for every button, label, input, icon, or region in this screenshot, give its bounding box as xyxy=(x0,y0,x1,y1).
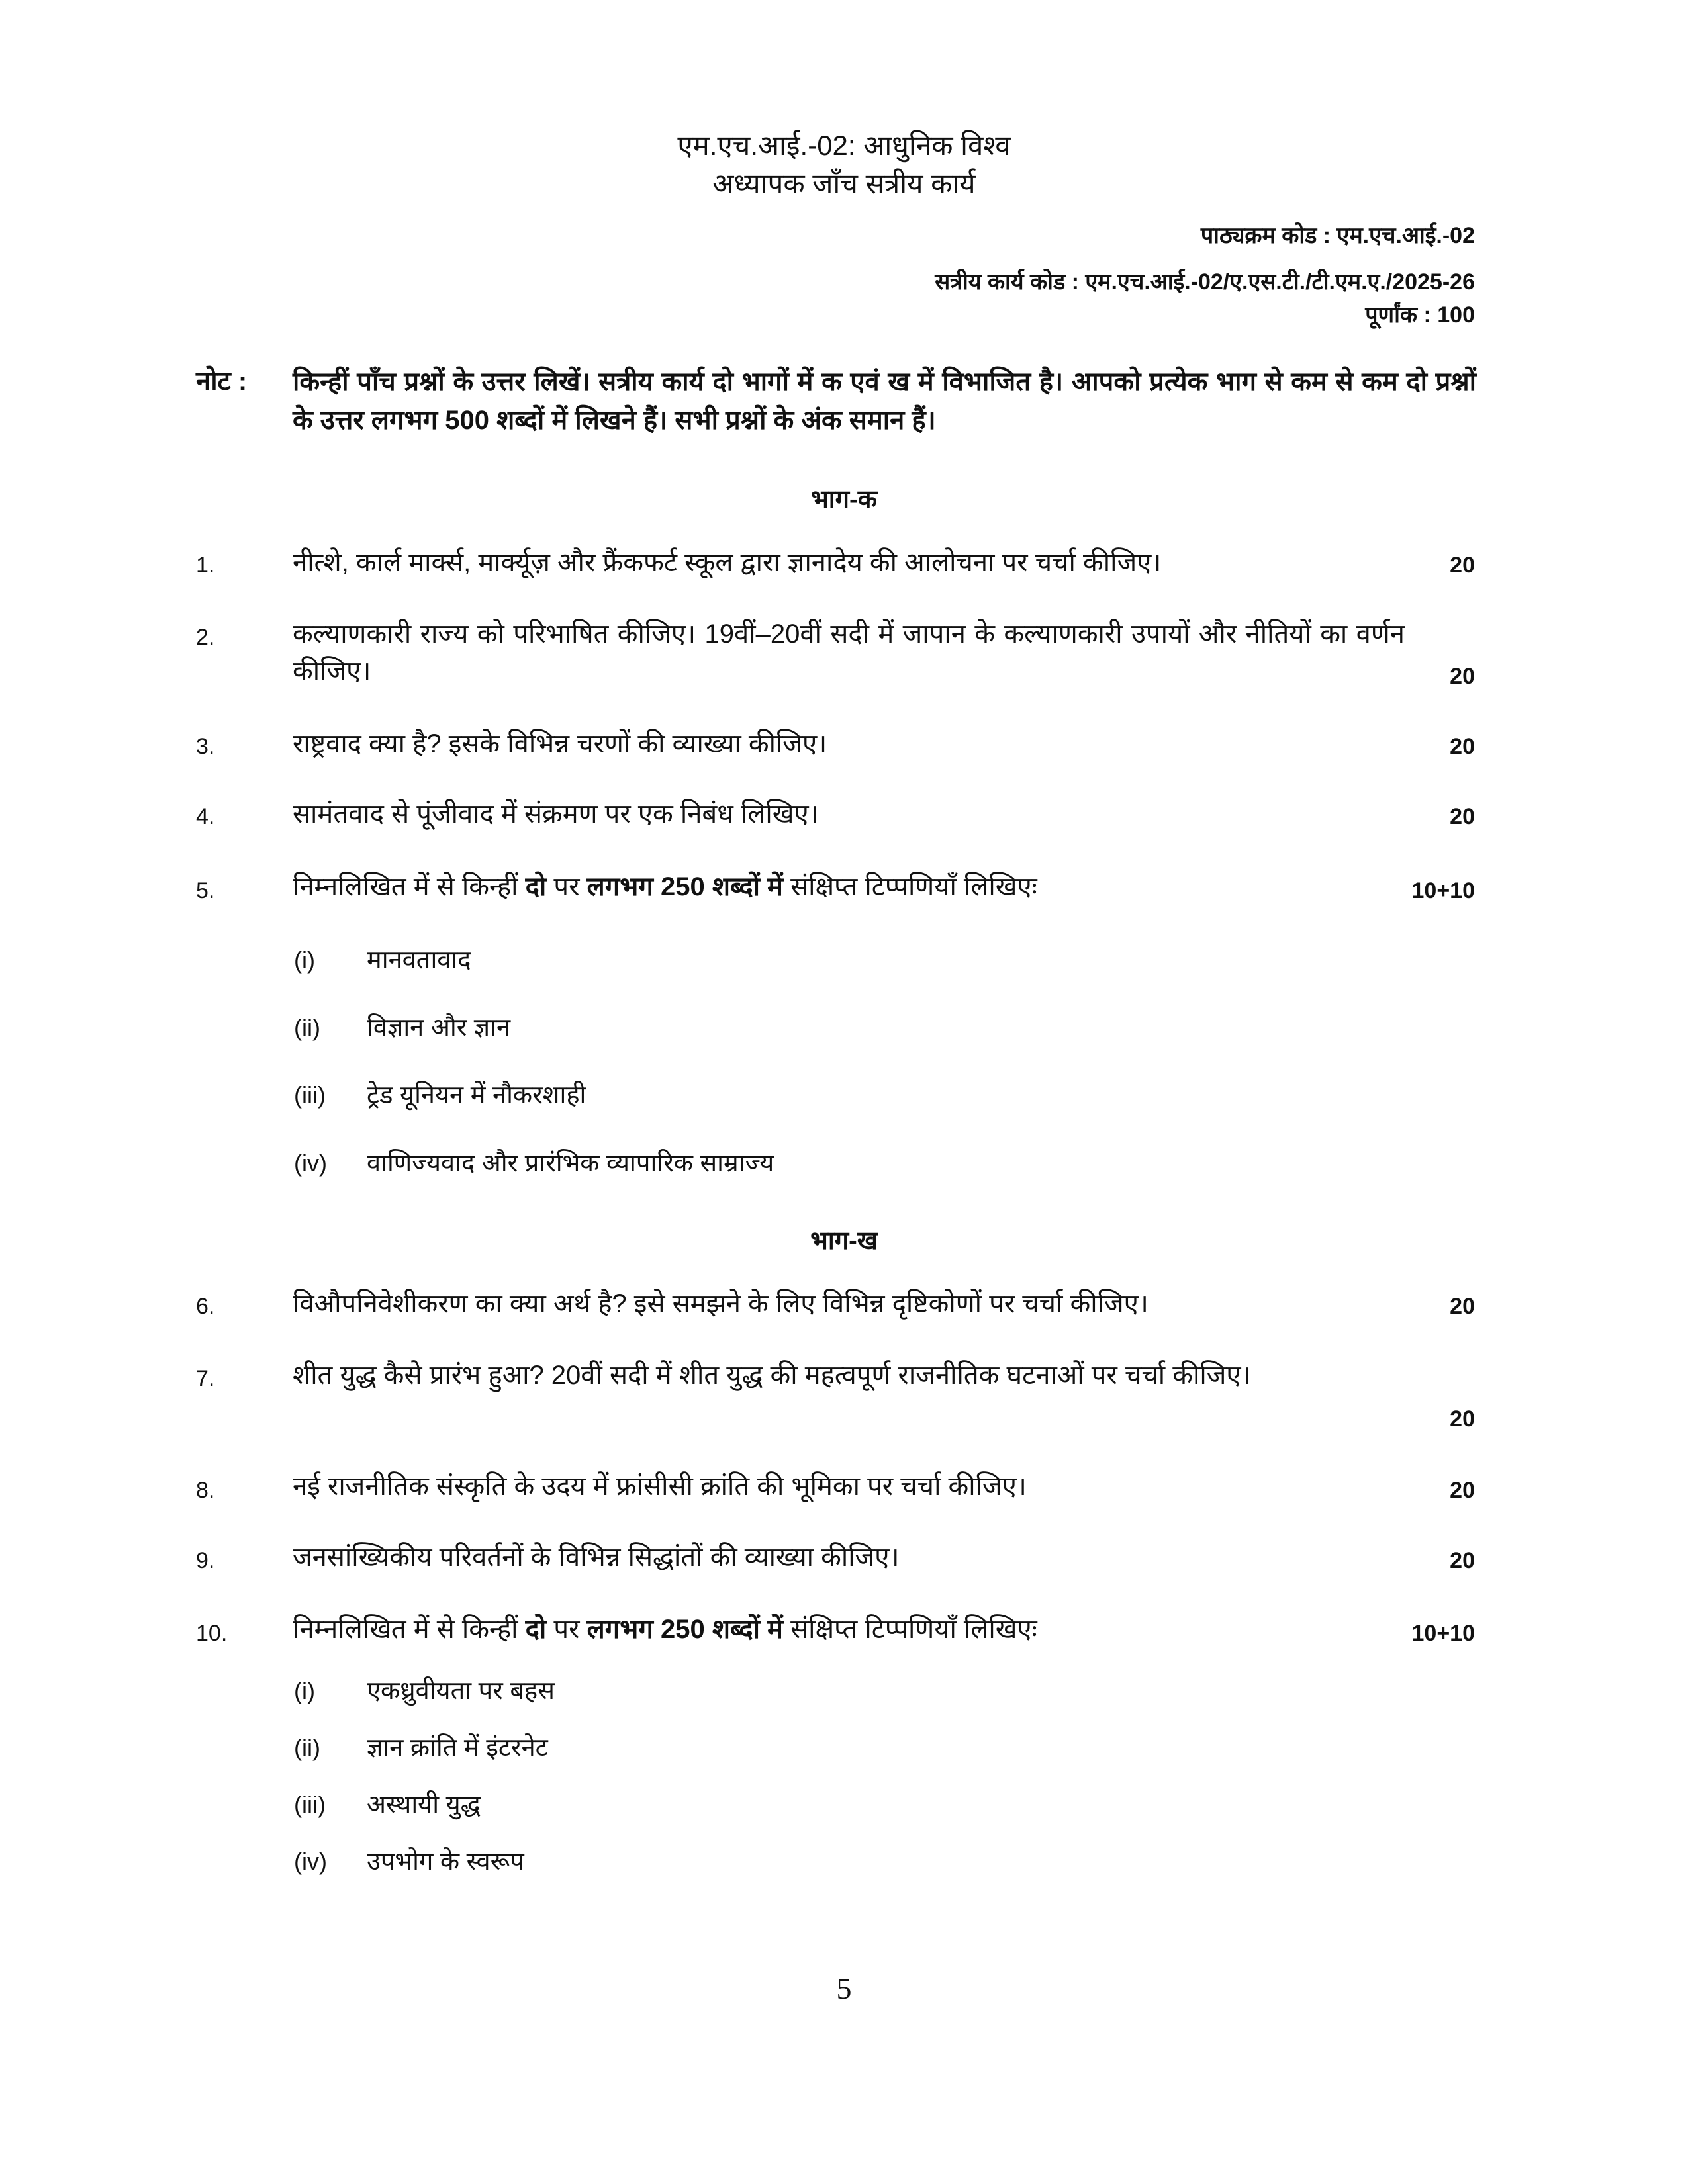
max-marks: पूर्णांक : 100 xyxy=(1365,302,1475,328)
page-number: 5 xyxy=(836,1972,852,2005)
question-marks: 20 xyxy=(1450,734,1475,759)
sub-item-number: (i) xyxy=(294,946,315,974)
question-text: जनसांख्यिकीय परिवर्तनों के विभिन्न सिद्धांतों की व्याख्या कीजिए। xyxy=(293,1543,900,1572)
question-text xyxy=(293,1611,1365,1648)
section-b-heading: भाग-ख xyxy=(810,1227,878,1255)
question-text-part: संक्षिप्त टिप्पणियाँ लिखिएः xyxy=(782,872,1037,901)
sub-item-number: (ii) xyxy=(294,1734,320,1761)
question-text: विऔपनिवेशीकरण का क्या अर्थ है? इसे समझने के लिए विभिन्न दृष्टिकोणों पर चर्चा कीजिए। xyxy=(293,1289,1149,1318)
sub-item-number: (ii) xyxy=(294,1014,320,1041)
question-marks: 20 xyxy=(1450,664,1475,689)
question-text-part: संक्षिप्त टिप्पणियाँ लिखिएः xyxy=(782,1615,1037,1644)
question-text-part: पर xyxy=(546,872,587,901)
sub-item-text: एकध्रुवीयता पर बहस xyxy=(367,1677,555,1705)
question-text-emphasis: दो xyxy=(525,872,547,901)
assignment-code: सत्रीय कार्य कोड : एम.एच.आई.-02/ए.एस.टी./टी.एम.ए./2025-26 xyxy=(935,269,1475,295)
question-number: 1. xyxy=(196,553,215,578)
sub-item-number: (iv) xyxy=(294,1150,327,1177)
sub-item-number: (iv) xyxy=(294,1848,327,1875)
question-text-emphasis: लगभग 250 शब्दों में xyxy=(586,872,783,901)
question-text xyxy=(293,868,1365,905)
question-text-part: निम्नलिखित में से किन्हीं xyxy=(293,1615,526,1644)
sub-item-text: विज्ञान और ज्ञान xyxy=(367,1014,511,1042)
question-number: 10. xyxy=(196,1621,228,1646)
question-text-part: पर xyxy=(546,1615,587,1644)
sub-item-number: (i) xyxy=(294,1677,315,1704)
course-code: पाठ्यक्रम कोड : एम.एच.आई.-02 xyxy=(1200,223,1475,248)
question-number: 2. xyxy=(196,625,215,650)
question-marks: 20 xyxy=(1450,804,1475,829)
question-text-emphasis: दो xyxy=(525,1615,547,1644)
document-title: एम.एच.आई.-02: आधुनिक विश्व xyxy=(677,130,1011,161)
question-number: 4. xyxy=(196,804,215,829)
question-text-emphasis: लगभग 250 शब्दों में xyxy=(586,1615,783,1644)
question-text: नई राजनीतिक संस्कृति के उदय में फ्रांसीसी क्रांति की भूमिका पर चर्चा कीजिए। xyxy=(293,1472,1027,1501)
question-number: 3. xyxy=(196,734,215,759)
document-subtitle: अध्यापक जाँच सत्रीय कार्य xyxy=(712,168,976,199)
sub-item-text: अस्थायी युद्ध xyxy=(367,1791,481,1819)
question-marks: 10+10 xyxy=(1411,1621,1475,1646)
sub-item-text: वाणिज्यवाद और प्रारंभिक व्यापारिक साम्राज्य xyxy=(367,1150,774,1177)
sub-item-text: ज्ञान क्रांति में इंटरनेट xyxy=(367,1734,548,1762)
question-number: 6. xyxy=(196,1294,215,1319)
note-text: किन्हीं पाँच प्रश्नों के उत्तर लिखें। सत्रीय कार्य दो भागों में क एवं ख में विभाजित है। आपको प्रत्येक भाग से कम से कम दो प्रश्नों के उत्तर लगभग 500 शब्दों में लिखने हैं। सभी प्रश्नों के अंक समान हैं। xyxy=(293,367,1476,435)
note-label: नोट : xyxy=(196,367,248,396)
question-text: राष्ट्रवाद क्या है? इसके विभिन्न चरणों की व्याख्या कीजिए। xyxy=(293,729,827,758)
question-number: 8. xyxy=(196,1478,215,1503)
sub-item-text: मानवतावाद xyxy=(367,946,471,974)
question-text: कल्याणकारी राज्य को परिभाषित कीजिए। 19वीं–20वीं सदी में जापान के कल्याणकारी उपायों और नीतियों का वर्णन कीजिए। xyxy=(293,619,1405,686)
sub-item-text: उपभोग के स्वरूप xyxy=(367,1848,524,1876)
question-text: शीत युद्ध कैसे प्रारंभ हुआ? 20वीं सदी में शीत युद्ध की महत्वपूर्ण राजनीतिक घटनाओं पर चर्चा कीजिए। xyxy=(293,1361,1251,1390)
section-a-heading: भाग-क xyxy=(811,486,877,514)
sub-item-number: (iii) xyxy=(294,1791,326,1818)
question-number: 5. xyxy=(196,878,215,903)
question-marks: 20 xyxy=(1450,1406,1475,1432)
question-number: 9. xyxy=(196,1548,215,1573)
question-marks: 10+10 xyxy=(1411,878,1475,903)
question-marks: 20 xyxy=(1450,1478,1475,1503)
question-text: नीत्शे, कार्ल मार्क्स, मार्क्यूज़ और फ्रैंकफर्ट स्कूल द्वारा ज्ञानादेय की आलोचना पर चर्चा कीजिए। xyxy=(293,548,1162,577)
question-marks: 20 xyxy=(1450,553,1475,578)
question-text-part: निम्नलिखित में से किन्हीं xyxy=(293,872,526,901)
question-marks: 20 xyxy=(1450,1294,1475,1319)
question-number: 7. xyxy=(196,1366,215,1391)
question-marks: 20 xyxy=(1450,1548,1475,1573)
question-text: सामंतवाद से पूंजीवाद में संक्रमण पर एक निबंध लिखिए। xyxy=(293,799,819,829)
sub-item-number: (iii) xyxy=(294,1081,326,1109)
sub-item-text: ट्रेड यूनियन में नौकरशाही xyxy=(367,1081,586,1109)
